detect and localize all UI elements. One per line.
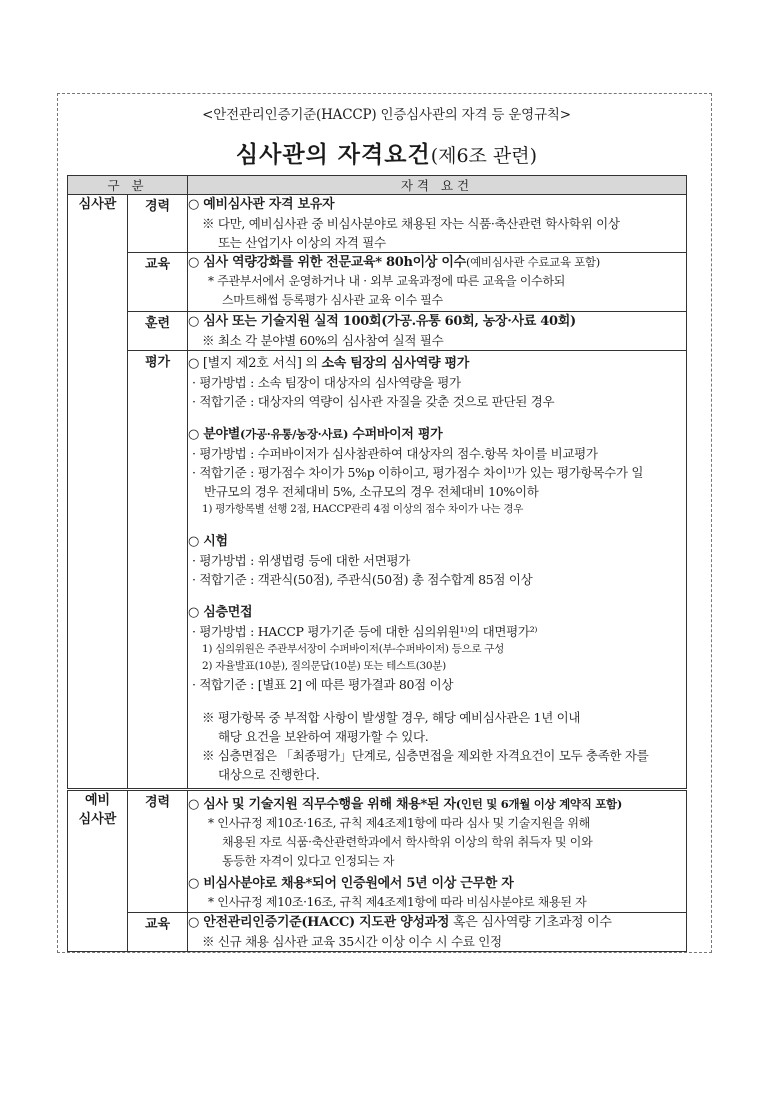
eval-exam-method: · 평가방법 : 위생법령 등에 대한 서면평가 [192, 553, 411, 568]
preliminary-education-head-rest: 혹은 심사역량 기초과정 이수 [449, 915, 612, 930]
eval-interview-criteria: · 적합기준 : [별표 2] 에 따른 평가결과 80점 이상 [192, 677, 454, 692]
eval-supervisor-head [188, 425, 686, 444]
title-main: 심사관의 자격요건 [235, 141, 431, 168]
auditor-career-head: ○ 예비심사관 자격 보유자 [188, 197, 335, 212]
auditor-education-head [188, 253, 686, 272]
preliminary-career-note-1-cont2: 동등한 자격이 있다고 인정되는 자 [222, 854, 395, 868]
auditor-training-label: 훈련 [128, 312, 188, 351]
auditor-education-note-cont: 스마트해썹 등록평가 심사관 교육 이수 필수 [222, 293, 443, 307]
preliminary-career-note-1-cont: 채용된 자로 식품·축산관련학과에서 학사학위 이상의 학위 취득자 및 이와 [222, 835, 593, 849]
preliminary-career-head-1 [188, 795, 686, 814]
eval-note-2-cont: 대상으로 진행한다. [218, 767, 320, 782]
auditor-evaluation-label: 평가 [128, 351, 188, 790]
eval-supervisor-footnote: 1) 평가항목별 선행 2점, HACCP관리 4점 이상의 점수 차이가 나는 경우 [202, 503, 524, 515]
eval-supervisor-head-a: ○ 분야별 [188, 427, 241, 442]
eval-interview-footnote-1: 1) 심의위원은 주관부서장이 수퍼바이저(부-수퍼바이저) 등으로 구성 [202, 643, 504, 655]
eval-team-leader-head [188, 354, 686, 373]
eval-supervisor-head-c: 수퍼바이저 평가 [348, 427, 443, 442]
eval-supervisor-criteria: · 적합기준 : 평가점수 차이가 5%p 이하이고, 평가점수 차이¹⁾가 있는 평가항목수가 일 [192, 465, 644, 480]
regulation-subtitle: <안전관리인증기준(HACCP) 인증심사관의 자격 등 운영규칙> [202, 107, 571, 123]
eval-team-leader-method: · 평가방법 : 소속 팀장이 대상자의 심사역량을 평가 [192, 375, 461, 390]
spacer [188, 411, 686, 425]
eval-note-2: ※ 심층면접은 「최종평가」단계로, 심층면접을 제외한 자격요건이 모두 충족한 자를 [202, 748, 649, 763]
eval-interview-method: · 평가방법 : HACCP 평가기준 등에 대한 심의위원¹⁾의 대면평가²⁾ [192, 624, 538, 639]
preliminary-education-body [188, 913, 687, 952]
eval-supervisor-criteria-cont: 반규모의 경우 전체대비 5%, 소규모의 경우 전체대비 10%이하 [204, 484, 539, 499]
auditor-career-body [188, 195, 687, 253]
preliminary-career-note-1: * 인사규정 제10조·16조, 규칙 제4조제1항에 따라 심사 및 기술지원을 위해 [208, 816, 590, 830]
preliminary-education-head-bold: ○ 안전관리인증기준(HACC) 지도관 양성과정 [188, 915, 450, 930]
header-category: 구 분 [68, 176, 188, 195]
eval-team-leader-bold: 소속 팀장의 심사역량 평가 [321, 356, 470, 371]
preliminary-career-head-1-bold: ○ 심사 및 기술지원 직무수행을 위해 채용*된 자 [188, 797, 456, 812]
qualification-table [67, 175, 687, 952]
title-suffix: (제6조 관련) [430, 145, 538, 167]
page-title [0, 136, 773, 169]
eval-interview-head: ○ 심층면접 [188, 605, 253, 620]
eval-note-1: ※ 평가항목 중 부적합 사항이 발생할 경우, 해당 예비심사관은 1년 이내 [202, 710, 581, 725]
category-auditor: 심사관 [68, 195, 128, 790]
eval-supervisor-head-b: (가공·유통/농장·사료) [240, 427, 349, 441]
eval-interview-footnote-2: 2) 자율발표(10분), 질의문답(10분) 또는 테스트(30분) [202, 660, 446, 672]
preliminary-education-head [188, 913, 686, 932]
eval-team-leader-criteria: · 적합기준 : 대상자의 역량이 심사관 자질을 갖춘 것으로 판단된 경우 [192, 394, 555, 409]
preliminary-label-line2: 심사관 [78, 812, 117, 827]
spacer [188, 694, 686, 708]
auditor-career-note-cont: 또는 산업기사 이상의 자격 필수 [218, 235, 386, 250]
eval-supervisor-method: · 평가방법 : 수퍼바이저가 심사참관하여 대상자의 점수.항목 차이를 비교평가 [192, 446, 598, 461]
preliminary-career-head-2: ○ 비심사분야로 채용*되어 인증원에서 5년 이상 근무한 자 [188, 876, 514, 891]
auditor-education-note: * 주관부서에서 운영하거나 내 · 외부 교육과정에 따른 교육을 이수하되 [208, 274, 566, 288]
eval-team-leader-prefix: ○ [별지 제2호 서식] 의 [188, 356, 322, 371]
eval-note-1-cont: 해당 요건을 보완하여 재평가할 수 있다. [218, 729, 429, 744]
auditor-education-head-bold: ○ 심사 역량강화를 위한 전문교육* 80h이상 이수 [188, 255, 466, 270]
preliminary-label-line1: 예비 [84, 793, 111, 808]
auditor-training-head: ○ 심사 또는 기술지원 실적 100회(가공.유통 60회, 농장·사료 40회) [188, 314, 576, 329]
eval-exam-criteria: · 적합기준 : 객관식(50점), 주관식(50점) 총 점수합계 85점 이상 [192, 572, 533, 587]
auditor-education-label: 교육 [128, 253, 188, 312]
preliminary-career-note-2: * 인사규정 제10조·16조, 규칙 제4조제1항에 따라 비심사분야로 채용된 자 [208, 895, 587, 909]
auditor-evaluation-body [188, 351, 687, 790]
preliminary-education-label: 교육 [128, 913, 188, 952]
preliminary-education-note: ※ 신규 채용 심사관 교육 35시간 이상 이수 시 수료 인정 [202, 934, 502, 949]
spacer [188, 589, 686, 603]
preliminary-career-head-1-paren: (인턴 및 6개월 이상 계약직 포함) [455, 797, 622, 811]
auditor-education-body [188, 253, 687, 312]
auditor-career-label: 경력 [128, 195, 188, 253]
auditor-training-note: ※ 최소 각 분야별 60%의 심사참여 실적 필수 [202, 333, 444, 348]
auditor-education-head-paren: (예비심사관 수료교육 포함) [465, 255, 600, 269]
auditor-career-note: ※ 다만, 예비심사관 중 비심사분야로 채용된 자는 식품·축산관련 학사학위 이상 [202, 216, 620, 231]
preliminary-career-label: 경력 [128, 790, 188, 913]
auditor-training-body [188, 312, 687, 351]
header-requirements: 자격 요건 [188, 176, 687, 195]
eval-exam-head: ○ 시험 [188, 534, 228, 549]
preliminary-career-body [188, 790, 687, 913]
category-preliminary-auditor [68, 790, 128, 952]
spacer [188, 518, 686, 532]
